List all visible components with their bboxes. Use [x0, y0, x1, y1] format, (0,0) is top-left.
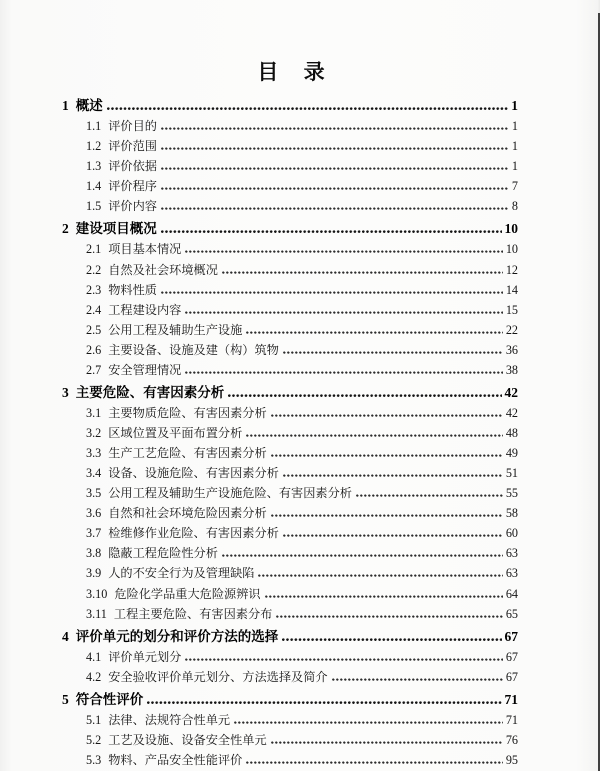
toc-entry-label: 自然和社会环境危险因素分析 [108, 506, 267, 521]
toc-entry-page: 64 [505, 586, 518, 601]
toc-entry-page: 67 [504, 628, 518, 644]
toc-entry-page: 8 [511, 199, 518, 214]
toc-entry-page: 14 [505, 282, 518, 297]
toc-entry [62, 464, 518, 481]
dot-leader [161, 187, 509, 190]
toc-entry-number: 5.1 [86, 712, 102, 727]
toc-entry-number: 2.2 [86, 262, 102, 277]
toc-entry-label: 项目基本情况 [108, 242, 182, 257]
toc-entry-number: 3.1 [86, 405, 102, 420]
toc-entry-page: 42 [505, 405, 518, 420]
toc-entry-label: 安全管理情况 [108, 362, 182, 377]
toc-entry-label: 主要设备、设施及建（构）筑物 [108, 342, 279, 357]
toc-entry [62, 137, 518, 154]
toc-entry-label: 法律、法规符合性单元 [108, 712, 231, 727]
toc-entry [62, 341, 518, 358]
dot-leader [265, 595, 503, 598]
toc-entry [62, 261, 518, 278]
toc-entry-page: 15 [505, 302, 518, 317]
toc-entry-label: 工程建设内容 [108, 302, 182, 317]
dot-leader [282, 638, 501, 641]
toc-entry-page: 63 [505, 546, 518, 561]
dot-leader [161, 207, 509, 210]
toc-entry-number: 3.10 [86, 586, 108, 601]
toc-entry [62, 504, 518, 521]
dot-leader [276, 615, 502, 618]
toc-entry [62, 625, 518, 645]
toc-entry [62, 524, 518, 541]
toc-entry [62, 585, 518, 602]
toc-entry-page: 1 [511, 159, 518, 174]
toc-entry-page: 49 [505, 446, 518, 461]
toc-entry [62, 217, 518, 237]
toc-entry-label: 区域位置及平面布置分析 [108, 426, 243, 440]
dot-leader [356, 494, 503, 497]
dot-leader [185, 371, 502, 374]
toc-entry-number: 2.7 [86, 362, 102, 377]
dot-leader [161, 291, 503, 294]
toc-entry-label: 安全验收评价单元划分、方法选择及简介 [108, 669, 328, 684]
toc-entry-number: 3.5 [86, 486, 102, 501]
toc-entry [62, 605, 518, 622]
dot-leader [246, 331, 503, 334]
toc-entry-page: 1 [511, 139, 518, 154]
dot-leader [222, 271, 503, 274]
toc-entry-label: 危险化学品重大危险源辨识 [114, 586, 261, 601]
toc-entry [62, 321, 518, 338]
dot-leader [161, 167, 509, 170]
toc-entry [62, 381, 518, 401]
toc-entry-page: 67 [505, 669, 518, 684]
toc-entry-page: 60 [505, 526, 518, 541]
toc-entry-page: 67 [505, 649, 518, 664]
toc-entry-label: 评价程序 [108, 179, 157, 194]
dot-leader [107, 107, 509, 110]
toc-entry-label: 生产工艺危险、有害因素分析 [108, 446, 267, 461]
toc-entry-label: 评价单元划分 [108, 649, 182, 664]
dot-leader [271, 414, 503, 417]
dot-leader [332, 678, 503, 681]
toc-entry-number: 5.3 [86, 753, 102, 767]
toc-entry-number: 2.4 [86, 302, 102, 317]
dot-leader [258, 574, 502, 577]
page-title: 目 录 [257, 60, 327, 84]
toc-entry [62, 688, 518, 708]
toc-entry-number: 3 [62, 384, 69, 400]
toc-entry-page: 36 [505, 342, 518, 357]
toc-entry-number: 3.6 [86, 506, 102, 521]
dot-leader [246, 761, 503, 764]
toc-entry-number: 3.11 [86, 606, 107, 621]
toc-entry-page: 63 [505, 566, 518, 581]
toc-entry-page: 95 [505, 753, 518, 767]
toc-entry-number: 3.9 [86, 566, 102, 581]
toc-entry-number: 2 [62, 221, 69, 237]
toc-entry [62, 711, 518, 728]
toc-entry-label: 评价内容 [108, 199, 157, 214]
toc-entry-page: 38 [505, 362, 518, 377]
toc-entry [62, 301, 518, 318]
toc-entry-page: 7 [511, 179, 518, 194]
toc-entry-page: 76 [505, 732, 518, 747]
toc-entry [62, 731, 518, 748]
toc-entry-page: 1 [511, 98, 518, 113]
toc-entry-page: 48 [505, 426, 518, 440]
toc-entry-label: 设备、设施危险、有害因素分析 [108, 466, 279, 481]
toc-entry-label: 公用工程及辅助生产设施 [108, 322, 243, 337]
toc-entry [62, 117, 518, 134]
toc-entry [62, 94, 518, 114]
toc-entry-number: 2.1 [86, 242, 102, 257]
toc-entry-number: 1.1 [86, 119, 102, 134]
dot-leader [234, 721, 503, 724]
toc-entry-number: 1.5 [86, 199, 102, 214]
dot-leader [246, 434, 503, 437]
dot-leader [161, 230, 502, 233]
toc-entry-number: 5.2 [86, 732, 102, 747]
dot-leader [222, 554, 503, 557]
toc-entry-label: 建设项目概况 [75, 221, 157, 237]
toc-entry-label: 主要物质危险、有害因素分析 [108, 405, 267, 420]
toc-entry [62, 361, 518, 378]
toc-entry-label: 评价单元的划分和评价方法的选择 [75, 628, 279, 644]
toc-entry-page: 58 [505, 506, 518, 521]
toc-entry [62, 668, 518, 685]
toc-entry [62, 197, 518, 214]
toc-entry-page: 10 [505, 242, 518, 257]
dot-leader [185, 658, 502, 661]
toc-entry-number: 3.2 [86, 426, 102, 440]
dot-leader [271, 514, 503, 517]
toc-entry-number: 4 [62, 628, 69, 644]
toc-entry-label: 评价依据 [108, 159, 157, 174]
toc-entry-page: 55 [505, 486, 518, 501]
toc-entry-number: 4.1 [86, 649, 102, 664]
toc-entry-label: 评价范围 [108, 139, 157, 154]
toc-entry-label: 主要危险、有害因素分析 [75, 384, 225, 400]
toc-entry-label: 物料性质 [108, 282, 157, 297]
toc-entry-number: 3.7 [86, 526, 102, 541]
toc-entry-page: 42 [504, 384, 518, 400]
dot-leader [283, 534, 503, 537]
dot-leader [271, 454, 503, 457]
toc-entry-page: 51 [505, 466, 518, 481]
toc-entry-number: 1.4 [86, 179, 102, 194]
toc-entry-label: 符合性评价 [75, 691, 144, 707]
toc-entry-page: 22 [505, 322, 518, 337]
toc-entry-number: 2.3 [86, 282, 102, 297]
toc-entry [62, 484, 518, 501]
toc-entry-number: 4.2 [86, 669, 102, 684]
toc-entry [62, 157, 518, 174]
toc-entry [62, 444, 518, 461]
dot-leader [228, 394, 501, 397]
toc-entry [62, 177, 518, 194]
dot-leader [185, 250, 502, 253]
toc-entry [62, 544, 518, 561]
toc-entry-page: 10 [504, 221, 518, 237]
toc-entry-label: 工艺及设施、设备安全性单元 [108, 732, 267, 747]
table-of-contents [62, 94, 518, 768]
toc-entry-number: 3.8 [86, 546, 102, 561]
toc-entry-label: 概述 [75, 98, 103, 113]
toc-entry [62, 404, 518, 421]
toc-entry-page: 65 [505, 606, 518, 621]
toc-entry-page: 71 [505, 712, 518, 727]
toc-entry-label: 公用工程及辅助生产设施危险、有害因素分析 [108, 486, 352, 501]
toc-entry-number: 5 [62, 691, 69, 707]
toc-entry-label: 人的不安全行为及管理缺陷 [108, 566, 255, 581]
toc-entry-page: 1 [511, 119, 518, 134]
toc-entry-number: 3.4 [86, 466, 102, 481]
toc-entry-label: 物料、产品安全性能评价 [108, 753, 243, 767]
toc-entry [62, 424, 518, 441]
toc-entry-number: 2.5 [86, 322, 102, 337]
dot-leader [271, 741, 503, 744]
toc-entry-label: 检维修作业危险、有害因素分析 [108, 526, 279, 541]
toc-entry-label: 评价目的 [108, 119, 157, 134]
toc-entry [62, 281, 518, 298]
toc-entry-number: 1.3 [86, 159, 102, 174]
toc-entry-label: 自然及社会环境概况 [108, 262, 218, 277]
toc-entry-number: 3.3 [86, 446, 102, 461]
toc-entry [62, 751, 518, 768]
dot-leader [161, 127, 509, 130]
dot-leader [185, 311, 502, 314]
dot-leader [161, 147, 509, 150]
toc-entry [62, 564, 518, 581]
dot-leader [283, 474, 503, 477]
toc-entry-number: 2.6 [86, 342, 102, 357]
toc-entry [62, 240, 518, 257]
toc-entry-number: 1.2 [86, 139, 102, 154]
dot-leader [283, 351, 503, 354]
toc-entry-label: 工程主要危险、有害因素分布 [113, 606, 273, 621]
toc-entry [62, 648, 518, 665]
toc-entry-page: 71 [504, 691, 518, 707]
toc-entry-label: 隐蔽工程危险性分析 [108, 546, 218, 561]
toc-entry-page: 12 [505, 262, 518, 277]
dot-leader [147, 701, 501, 704]
toc-entry-number: 1 [62, 98, 69, 113]
